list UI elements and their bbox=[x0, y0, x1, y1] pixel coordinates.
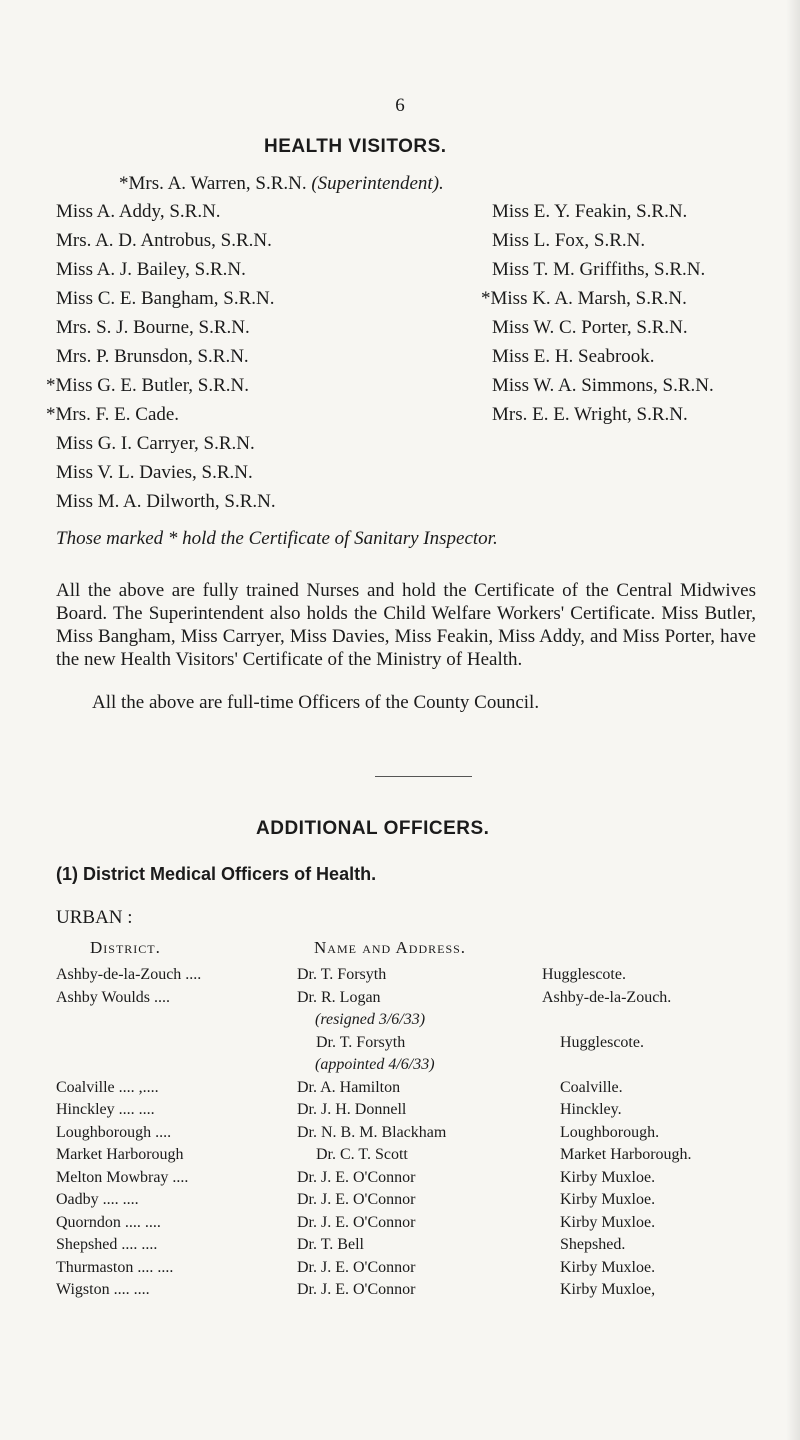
address-cell: Kirby Muxloe. bbox=[560, 1259, 656, 1276]
address-cell: Coalville. bbox=[560, 1079, 623, 1096]
district-cell: Oadby .... .... bbox=[56, 1191, 139, 1208]
page-number: 6 bbox=[395, 95, 405, 116]
column-header-name-address: Name and Address. bbox=[314, 938, 467, 957]
address-cell: Hugglescote. bbox=[542, 966, 626, 983]
list-item: Miss L. Fox, S.R.N. bbox=[492, 230, 646, 251]
list-item: Miss E. Y. Feakin, S.R.N. bbox=[492, 201, 688, 222]
list-item: Miss V. L. Davies, S.R.N. bbox=[56, 462, 253, 483]
list-item: Miss E. H. Seabrook. bbox=[492, 346, 655, 367]
certificate-note: Those marked * hold the Certificate of Sanitary Inspector. bbox=[56, 528, 498, 549]
name-note-cell: (resigned 3/6/33) bbox=[315, 1011, 426, 1028]
list-item: *Miss K. A. Marsh, S.R.N. bbox=[481, 288, 687, 309]
address-cell: Kirby Muxloe. bbox=[560, 1191, 656, 1208]
district-cell: Shepshed .... .... bbox=[56, 1236, 158, 1253]
health-visitors-title: HEALTH VISITORS. bbox=[264, 136, 447, 157]
list-item: Miss T. M. Griffiths, S.R.N. bbox=[492, 259, 706, 280]
district-cell: Thurmaston .... .... bbox=[56, 1259, 174, 1276]
district-cell: Market Harborough bbox=[56, 1146, 184, 1163]
section-divider bbox=[375, 776, 472, 777]
list-item: Miss G. I. Carryer, S.R.N. bbox=[56, 433, 255, 454]
list-item: Miss W. C. Porter, S.R.N. bbox=[492, 317, 688, 338]
page-edge-shadow bbox=[786, 0, 800, 1440]
qualifications-paragraph: All the above are fully trained Nurses and hold the Certificate of the Central Midwives Board. The Superintendent also holds the Child Welfare Workers' Certificate. Miss Butler, Miss Bangham, Miss Carryer, Miss Davies, Miss Feakin, Miss Addy, and Miss Porter, have the new Health Visitors' Certificate of the Ministry of Health. bbox=[56, 580, 756, 670]
name-cell: Dr. T. Bell bbox=[297, 1236, 364, 1253]
name-cell: Dr. C. T. Scott bbox=[316, 1146, 408, 1163]
name-cell: Dr. J. E. O'Connor bbox=[297, 1169, 416, 1186]
name-cell: Dr. J. E. O'Connor bbox=[297, 1191, 416, 1208]
additional-officers-title: ADDITIONAL OFFICERS. bbox=[256, 818, 490, 839]
name-cell: Dr. T. Forsyth bbox=[316, 1034, 406, 1051]
district-cell: Ashby Woulds .... bbox=[56, 989, 170, 1006]
superintendent-role: (Superintendent). bbox=[311, 173, 444, 194]
list-item: *Miss G. E. Butler, S.R.N. bbox=[46, 375, 249, 396]
address-cell: Kirby Muxloe. bbox=[560, 1169, 656, 1186]
list-item: Miss W. A. Simmons, S.R.N. bbox=[492, 375, 714, 396]
list-item: Mrs. A. D. Antrobus, S.R.N. bbox=[56, 230, 272, 251]
list-item: Mrs. E. E. Wright, S.R.N. bbox=[492, 404, 688, 425]
list-item: Miss A. J. Bailey, S.R.N. bbox=[56, 259, 246, 280]
column-header-district: District. bbox=[90, 938, 161, 957]
address-cell: Shepshed. bbox=[560, 1236, 626, 1253]
name-cell: Dr. R. Logan bbox=[297, 989, 381, 1006]
name-cell: Dr. N. B. M. Blackham bbox=[297, 1124, 447, 1141]
district-cell: Coalville .... ,.... bbox=[56, 1079, 159, 1096]
address-cell: Market Harborough. bbox=[560, 1146, 692, 1163]
address-cell: Hinckley. bbox=[560, 1101, 622, 1118]
district-cell: Melton Mowbray .... bbox=[56, 1169, 189, 1186]
full-time-paragraph: All the above are full-time Officers of the County Council. bbox=[92, 692, 540, 713]
urban-label: URBAN : bbox=[56, 907, 133, 928]
address-cell: Kirby Muxloe, bbox=[560, 1281, 656, 1298]
district-cell: Hinckley .... .... bbox=[56, 1101, 155, 1118]
district-cell: Loughborough .... bbox=[56, 1124, 172, 1141]
list-item: Mrs. S. J. Bourne, S.R.N. bbox=[56, 317, 250, 338]
name-cell: Dr. J. E. O'Connor bbox=[297, 1259, 416, 1276]
superintendent-name: *Mrs. A. Warren, S.R.N. bbox=[119, 173, 307, 194]
district-medical-officers-heading: (1) District Medical Officers of Health. bbox=[56, 864, 377, 884]
name-cell: Dr. J. E. O'Connor bbox=[297, 1214, 416, 1231]
address-cell: Ashby-de-la-Zouch. bbox=[542, 989, 672, 1006]
district-cell: Wigston .... .... bbox=[56, 1281, 150, 1298]
name-note-cell: (appointed 4/6/33) bbox=[315, 1056, 435, 1073]
name-cell: Dr. T. Forsyth bbox=[297, 966, 387, 983]
superintendent-line bbox=[119, 171, 444, 197]
district-cell: Quorndon .... .... bbox=[56, 1214, 161, 1231]
name-cell: Dr. J. H. Donnell bbox=[297, 1101, 407, 1118]
list-item: *Mrs. F. E. Cade. bbox=[46, 404, 180, 425]
address-cell: Kirby Muxloe. bbox=[560, 1214, 656, 1231]
list-item: Miss M. A. Dilworth, S.R.N. bbox=[56, 491, 276, 512]
list-item: Mrs. P. Brunsdon, S.R.N. bbox=[56, 346, 249, 367]
name-cell: Dr. J. E. O'Connor bbox=[297, 1281, 416, 1298]
list-item: Miss C. E. Bangham, S.R.N. bbox=[56, 288, 275, 309]
list-item: Miss A. Addy, S.R.N. bbox=[56, 201, 221, 222]
address-cell: Hugglescote. bbox=[560, 1034, 644, 1051]
name-cell: Dr. A. Hamilton bbox=[297, 1079, 401, 1096]
district-cell: Ashby-de-la-Zouch .... bbox=[56, 966, 202, 983]
address-cell: Loughborough. bbox=[560, 1124, 660, 1141]
